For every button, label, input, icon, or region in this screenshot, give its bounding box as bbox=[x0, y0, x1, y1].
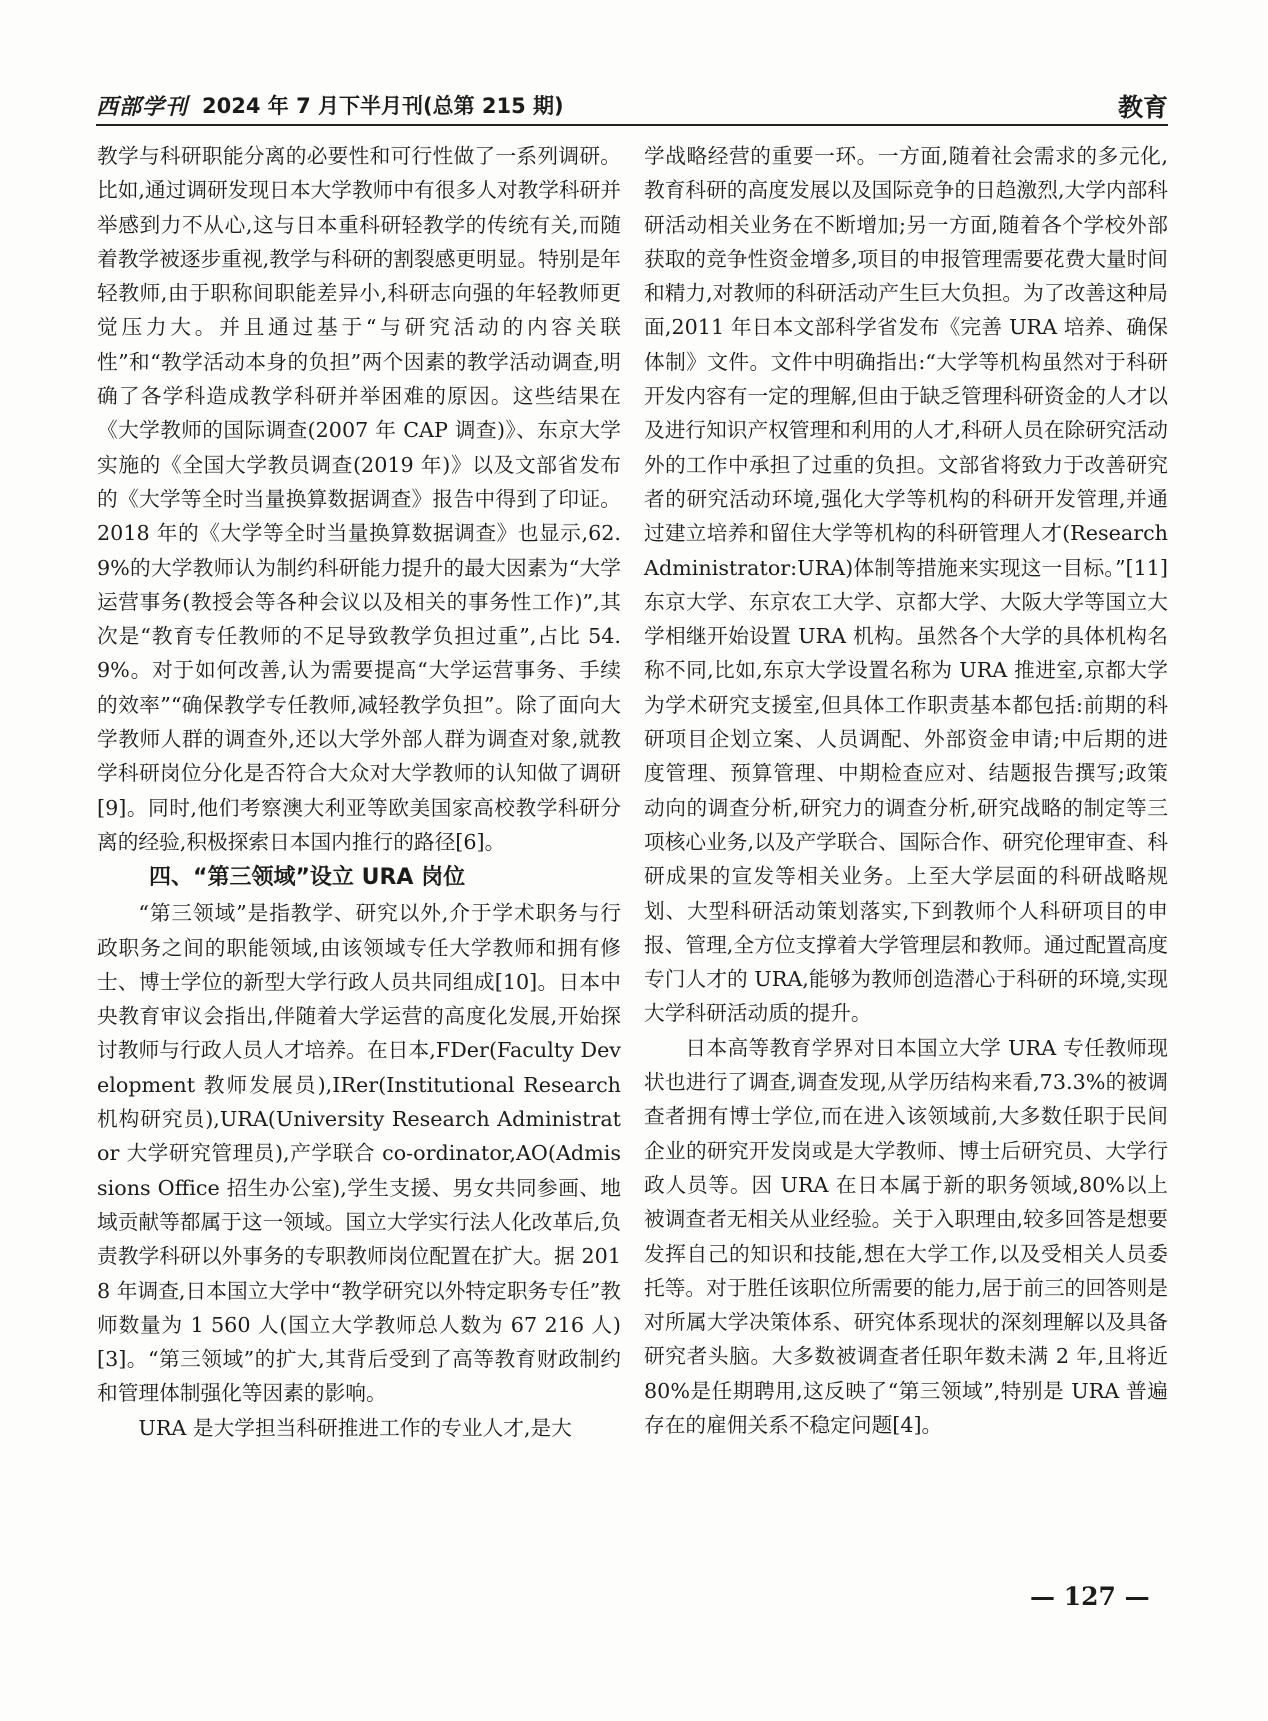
page-number: — 127 — bbox=[1030, 1582, 1150, 1611]
issue-info: 2024 年 7 月下半月刊(总第 215 期) bbox=[202, 94, 564, 118]
left-paragraph-1: 教学与科研职能分离的必要性和可行性做了一系列调研。比如,通过调研发现日本大学教师中有很多人对教学科研并举感到力不从心,这与日本重科研轻教学的传统有关,而随着教学被逐步重视,教学与科研的割裂感更明显。特别是年轻教师,由于职称间职能差异小,科研志向强的年轻教师更觉压力大。并且通过基于“与研究活动的内容关联性”和“教学活动本身的负担”两个因素的教学活动调查,明确了各学科造成教学科研并举困难的原因。这些结果在《大学教师的国际调查(2007 年 CAP 调查)》、东京大学实施的《全国大学教员调查(2019 年)》以及文部省发布的《大学等全时当量换算数据调查》报告中得到了印证。2018 年的《大学等全时当量换算数据调查》也显示,62.9%的大学教师认为制约科研能力提升的最大因素为“大学运营事务(教授会等各种会议以及相关的事务性工作)”,其次是“教育专任教师的不足导致教学负担过重”,占比 54.9%。对于如何改善,认为需要提高“大学运营事务、手续的效率”“确保教学专任教师,减轻教学负担”。除了面向大学教师人群的调查外,还以大学外部人群为调查对象,就教学科研岗位分化是否符合大众对大学教师的认知做了调研[9]。同时,他们考察澳大利亚等欧美国家高校教学科研分离的经验,积极探索日本国内推行的路径[6]。 bbox=[97, 144, 621, 854]
right-paragraph-1: 学战略经营的重要一环。一方面,随着社会需求的多元化,教育科研的高度发展以及国际竞争的日趋激烈,大学内部科研活动相关业务在不断增加;另一方面,随着各个学校外部获取的竞争性资金增多,项目的申报管理需要花费大量时间和精力,对教师的科研活动产生巨大负担。为了改善这种局面,2011 年日本文部科学省发布《完善 URA 培养、确保体制》文件。文件中明确指出:“大学等机构虽然对于科研开发内容有一定的理解,但由于缺乏管理科研资金的人才以及进行知识产权管理和利用的人才,科研人员在除研究活动外的工作中承担了过重的负担。文部省将致力于改善研究者的研究活动环境,强化大学等机构的科研开发管理,并通过建立培养和留住大学等机构的科研管理人才(Research Administrator:URA)体制等措施来实现这一目标。”[11] 东京大学、东京农工大学、京都大学、大阪大学等国立大学相继开始设置 URA 机构。虽然各个大学的具体机构名称不同,比如,东京大学设置名称为 URA 推进室,京都大学为学术研究支援室,但具体工作职责基本都包括:前期的科研项目企划立案、人员调配、外部资金申请;中后期的进度管理、预算管理、中期检查应对、结题报告撰写;政策动向的调查分析,研究力的调查分析,研究战略的制定等三项核心业务,以及产学联合、国际合作、研究伦理审查、科研成果的宣发等相关业务。上至大学层面的科研战略规划、大型科研活动策划落实,下到教师个人科研项目的申报、管理,全方位支撑着大学管理层和教师。通过配置高度专门人才的 URA,能够为教师创造潜心于科研的环境,实现大学科研活动质的提升。 bbox=[644, 144, 1168, 1026]
journal-logo: 西部学刊 bbox=[96, 94, 189, 120]
left-paragraph-2: “第三领域”是指教学、研究以外,介于学术职务与行政职务之间的职能领域,由该领域专任大学教师和拥有修士、博士学位的新型大学行政人员共同组成[10]。日本中央教育审议会指出,伴随着大学运营的高度化发展,开始探讨教师与行政人员人才培养。在日本,FDer(Faculty Development 教师发展员),IRer(Institutional Research 机构研究员),URA(University Research Administrator 大学研究管理员),产学联合 co-ordinator,AO(Admissions Office 招生办公室),学生支援、男女共同参画、地域贡献等都属于这一领域。国立大学实行法人化改革后,负责教学科研以外事务的专职教师岗位配置在扩大。据 2018 年调查,日本国立大学中“教学研究以外特定职务专任”教师数量为 1 560 人(国立大学教师总人数为 67 216 人)[3]。“第三领域”的扩大,其背后受到了高等教育财政制约和管理体制强化等因素的影响。 bbox=[97, 901, 621, 1406]
right-paragraph-2: 日本高等教育学界对日本国立大学 URA 专任教师现状也进行了调查,调查发现,从学历结构来看,73.3%的被调查者拥有博士学位,而在进入该领域前,大多数任职于民间企业的研究开发岗或是大学教师、博士后研究员、大学行政人员等。因 URA 在日本属于新的职务领域,80%以上被调查者无相关从业经验。关于入职理由,较多回答是想要发挥自己的知识和技能,想在大学工作,以及受相关人员委托等。对于胜任该职位所需要的能力,居于前三的回答则是对所属大学决策体系、研究体系现状的深刻理解以及具备研究者头脑。大多数被调查者任职年数未满 2 年,且将近 80%是任期聘用,这反映了“第三领域”,特别是 URA 普遍存在的雇佣关系不稳定问题[4]。 bbox=[644, 1035, 1168, 1437]
right-column bbox=[644, 139, 1168, 1442]
left-paragraph-3: URA 是大学担当科研推进工作的专业人才,是大 bbox=[138, 1415, 572, 1440]
section-heading: 四、“第三领域”设立 URA 岗位 bbox=[149, 865, 466, 891]
header-rule bbox=[96, 124, 1168, 126]
section-label: 教育 bbox=[1117, 93, 1168, 122]
page-header bbox=[96, 88, 1168, 126]
left-column bbox=[97, 139, 621, 1445]
